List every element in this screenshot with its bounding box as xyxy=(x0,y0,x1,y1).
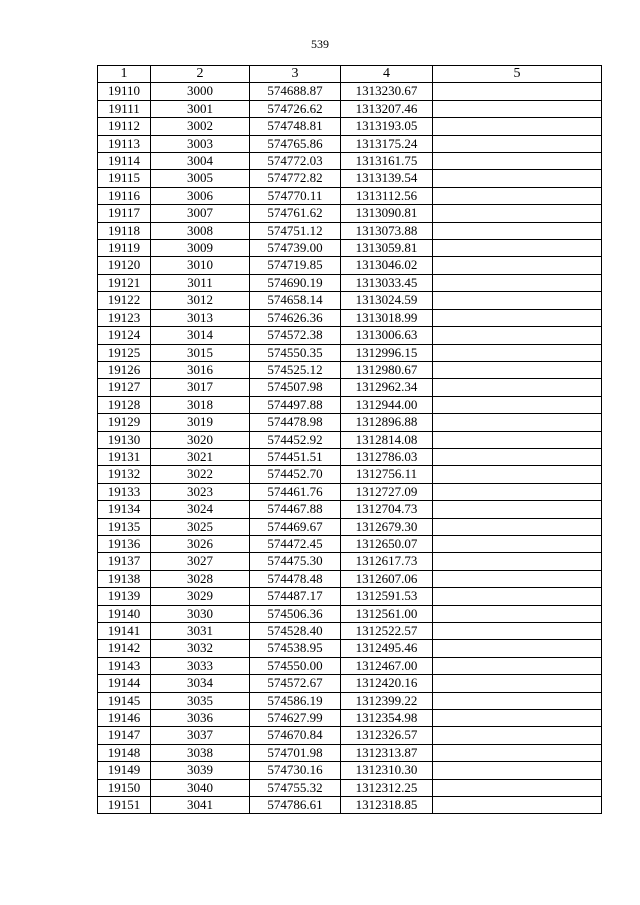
column-header-5: 5 xyxy=(433,66,602,83)
row-number-cell: 19132 xyxy=(98,466,151,483)
y-coordinate-cell: 1312617.73 xyxy=(341,553,433,570)
note-cell xyxy=(433,797,602,814)
point-number-cell: 3001 xyxy=(151,100,250,117)
table-row xyxy=(98,518,602,535)
point-number-cell: 3019 xyxy=(151,414,250,431)
point-number-cell: 3033 xyxy=(151,657,250,674)
note-cell xyxy=(433,274,602,291)
point-number-cell: 3010 xyxy=(151,257,250,274)
y-coordinate-cell: 1312756.11 xyxy=(341,466,433,483)
note-cell xyxy=(433,396,602,413)
point-number-cell: 3017 xyxy=(151,379,250,396)
row-number-cell: 19122 xyxy=(98,292,151,309)
column-header-3: 3 xyxy=(250,66,341,83)
point-number-cell: 3032 xyxy=(151,640,250,657)
note-cell xyxy=(433,118,602,135)
y-coordinate-cell: 1312944.00 xyxy=(341,396,433,413)
row-number-cell: 19134 xyxy=(98,501,151,518)
column-header-4: 4 xyxy=(341,66,433,83)
note-cell xyxy=(433,309,602,326)
row-number-cell: 19138 xyxy=(98,570,151,587)
note-cell xyxy=(433,605,602,622)
x-coordinate-cell: 574507.98 xyxy=(250,379,341,396)
y-coordinate-cell: 1312607.06 xyxy=(341,570,433,587)
table-row xyxy=(98,466,602,483)
point-number-cell: 3041 xyxy=(151,797,250,814)
point-number-cell: 3025 xyxy=(151,518,250,535)
row-number-cell: 19133 xyxy=(98,483,151,500)
table-row xyxy=(98,762,602,779)
x-coordinate-cell: 574761.62 xyxy=(250,205,341,222)
y-coordinate-cell: 1312467.00 xyxy=(341,657,433,674)
row-number-cell: 19137 xyxy=(98,553,151,570)
table-row xyxy=(98,501,602,518)
table-row xyxy=(98,257,602,274)
row-number-cell: 19146 xyxy=(98,710,151,727)
table-row xyxy=(98,710,602,727)
x-coordinate-cell: 574688.87 xyxy=(250,83,341,100)
y-coordinate-cell: 1313024.59 xyxy=(341,292,433,309)
note-cell xyxy=(433,483,602,500)
y-coordinate-cell: 1312318.85 xyxy=(341,797,433,814)
point-number-cell: 3005 xyxy=(151,170,250,187)
table-row xyxy=(98,727,602,744)
point-number-cell: 3018 xyxy=(151,396,250,413)
point-number-cell: 3036 xyxy=(151,710,250,727)
table-row xyxy=(98,274,602,291)
table-row xyxy=(98,379,602,396)
row-number-cell: 19135 xyxy=(98,518,151,535)
point-number-cell: 3035 xyxy=(151,692,250,709)
row-number-cell: 19115 xyxy=(98,170,151,187)
table-row xyxy=(98,779,602,796)
point-number-cell: 3016 xyxy=(151,361,250,378)
table-row xyxy=(98,692,602,709)
note-cell xyxy=(433,327,602,344)
x-coordinate-cell: 574478.98 xyxy=(250,414,341,431)
x-coordinate-cell: 574701.98 xyxy=(250,744,341,761)
x-coordinate-cell: 574469.67 xyxy=(250,518,341,535)
y-coordinate-cell: 1312704.73 xyxy=(341,501,433,518)
note-cell xyxy=(433,623,602,640)
y-coordinate-cell: 1313175.24 xyxy=(341,135,433,152)
x-coordinate-cell: 574726.62 xyxy=(250,100,341,117)
x-coordinate-cell: 574472.45 xyxy=(250,535,341,552)
table-row xyxy=(98,344,602,361)
point-number-cell: 3029 xyxy=(151,588,250,605)
y-coordinate-cell: 1312326.57 xyxy=(341,727,433,744)
note-cell xyxy=(433,640,602,657)
row-number-cell: 19127 xyxy=(98,379,151,396)
row-number-cell: 19119 xyxy=(98,240,151,257)
note-cell xyxy=(433,379,602,396)
row-number-cell: 19125 xyxy=(98,344,151,361)
x-coordinate-cell: 574572.67 xyxy=(250,675,341,692)
y-coordinate-cell: 1312399.22 xyxy=(341,692,433,709)
y-coordinate-cell: 1313161.75 xyxy=(341,153,433,170)
x-coordinate-cell: 574528.40 xyxy=(250,623,341,640)
row-number-cell: 19116 xyxy=(98,187,151,204)
table-row xyxy=(98,431,602,448)
y-coordinate-cell: 1313139.54 xyxy=(341,170,433,187)
row-number-cell: 19148 xyxy=(98,744,151,761)
y-coordinate-cell: 1312727.09 xyxy=(341,483,433,500)
x-coordinate-cell: 574478.48 xyxy=(250,570,341,587)
x-coordinate-cell: 574670.84 xyxy=(250,727,341,744)
note-cell xyxy=(433,414,602,431)
table-row xyxy=(98,327,602,344)
row-number-cell: 19131 xyxy=(98,448,151,465)
y-coordinate-cell: 1313033.45 xyxy=(341,274,433,291)
table-row xyxy=(98,657,602,674)
row-number-cell: 19130 xyxy=(98,431,151,448)
x-coordinate-cell: 574626.36 xyxy=(250,309,341,326)
row-number-cell: 19140 xyxy=(98,605,151,622)
x-coordinate-cell: 574627.99 xyxy=(250,710,341,727)
note-cell xyxy=(433,135,602,152)
y-coordinate-cell: 1313193.05 xyxy=(341,118,433,135)
note-cell xyxy=(433,83,602,100)
table-row xyxy=(98,675,602,692)
row-number-cell: 19141 xyxy=(98,623,151,640)
table-body xyxy=(98,83,602,814)
note-cell xyxy=(433,466,602,483)
table-header-row xyxy=(98,66,602,83)
x-coordinate-cell: 574719.85 xyxy=(250,257,341,274)
y-coordinate-cell: 1312896.88 xyxy=(341,414,433,431)
table-row xyxy=(98,240,602,257)
point-number-cell: 3004 xyxy=(151,153,250,170)
row-number-cell: 19151 xyxy=(98,797,151,814)
x-coordinate-cell: 574538.95 xyxy=(250,640,341,657)
y-coordinate-cell: 1312679.30 xyxy=(341,518,433,535)
row-number-cell: 19150 xyxy=(98,779,151,796)
note-cell xyxy=(433,692,602,709)
note-cell xyxy=(433,100,602,117)
point-number-cell: 3039 xyxy=(151,762,250,779)
x-coordinate-cell: 574506.36 xyxy=(250,605,341,622)
table-row xyxy=(98,570,602,587)
table-row xyxy=(98,83,602,100)
x-coordinate-cell: 574572.38 xyxy=(250,327,341,344)
note-cell xyxy=(433,170,602,187)
row-number-cell: 19118 xyxy=(98,222,151,239)
point-number-cell: 3008 xyxy=(151,222,250,239)
point-number-cell: 3030 xyxy=(151,605,250,622)
y-coordinate-cell: 1312650.07 xyxy=(341,535,433,552)
note-cell xyxy=(433,570,602,587)
y-coordinate-cell: 1312980.67 xyxy=(341,361,433,378)
y-coordinate-cell: 1313090.81 xyxy=(341,205,433,222)
x-coordinate-cell: 574772.82 xyxy=(250,170,341,187)
row-number-cell: 19128 xyxy=(98,396,151,413)
table-row xyxy=(98,744,602,761)
x-coordinate-cell: 574550.35 xyxy=(250,344,341,361)
point-number-cell: 3034 xyxy=(151,675,250,692)
table-row xyxy=(98,292,602,309)
coordinates-table xyxy=(97,65,602,814)
x-coordinate-cell: 574765.86 xyxy=(250,135,341,152)
point-number-cell: 3003 xyxy=(151,135,250,152)
table-row xyxy=(98,222,602,239)
table-row xyxy=(98,640,602,657)
note-cell xyxy=(433,779,602,796)
point-number-cell: 3012 xyxy=(151,292,250,309)
row-number-cell: 19110 xyxy=(98,83,151,100)
point-number-cell: 3013 xyxy=(151,309,250,326)
x-coordinate-cell: 574452.70 xyxy=(250,466,341,483)
column-header-2: 2 xyxy=(151,66,250,83)
x-coordinate-cell: 574730.16 xyxy=(250,762,341,779)
y-coordinate-cell: 1312591.53 xyxy=(341,588,433,605)
row-number-cell: 19126 xyxy=(98,361,151,378)
note-cell xyxy=(433,257,602,274)
x-coordinate-cell: 574658.14 xyxy=(250,292,341,309)
x-coordinate-cell: 574475.30 xyxy=(250,553,341,570)
note-cell xyxy=(433,657,602,674)
table-row xyxy=(98,588,602,605)
row-number-cell: 19143 xyxy=(98,657,151,674)
y-coordinate-cell: 1312561.00 xyxy=(341,605,433,622)
row-number-cell: 19111 xyxy=(98,100,151,117)
point-number-cell: 3027 xyxy=(151,553,250,570)
x-coordinate-cell: 574751.12 xyxy=(250,222,341,239)
y-coordinate-cell: 1312420.16 xyxy=(341,675,433,692)
note-cell xyxy=(433,205,602,222)
point-number-cell: 3002 xyxy=(151,118,250,135)
y-coordinate-cell: 1313006.63 xyxy=(341,327,433,344)
note-cell xyxy=(433,153,602,170)
y-coordinate-cell: 1313073.88 xyxy=(341,222,433,239)
table-row xyxy=(98,170,602,187)
note-cell xyxy=(433,727,602,744)
x-coordinate-cell: 574497.88 xyxy=(250,396,341,413)
point-number-cell: 3007 xyxy=(151,205,250,222)
y-coordinate-cell: 1312996.15 xyxy=(341,344,433,361)
point-number-cell: 3026 xyxy=(151,535,250,552)
row-number-cell: 19112 xyxy=(98,118,151,135)
row-number-cell: 19139 xyxy=(98,588,151,605)
point-number-cell: 3009 xyxy=(151,240,250,257)
table-row xyxy=(98,100,602,117)
point-number-cell: 3028 xyxy=(151,570,250,587)
point-number-cell: 3015 xyxy=(151,344,250,361)
note-cell xyxy=(433,344,602,361)
point-number-cell: 3023 xyxy=(151,483,250,500)
point-number-cell: 3022 xyxy=(151,466,250,483)
x-coordinate-cell: 574786.61 xyxy=(250,797,341,814)
y-coordinate-cell: 1312310.30 xyxy=(341,762,433,779)
row-number-cell: 19114 xyxy=(98,153,151,170)
row-number-cell: 19142 xyxy=(98,640,151,657)
note-cell xyxy=(433,744,602,761)
note-cell xyxy=(433,518,602,535)
note-cell xyxy=(433,553,602,570)
point-number-cell: 3037 xyxy=(151,727,250,744)
y-coordinate-cell: 1313207.46 xyxy=(341,100,433,117)
row-number-cell: 19124 xyxy=(98,327,151,344)
point-number-cell: 3006 xyxy=(151,187,250,204)
row-number-cell: 19136 xyxy=(98,535,151,552)
table-row xyxy=(98,483,602,500)
point-number-cell: 3021 xyxy=(151,448,250,465)
note-cell xyxy=(433,501,602,518)
table-row xyxy=(98,118,602,135)
y-coordinate-cell: 1313230.67 xyxy=(341,83,433,100)
y-coordinate-cell: 1312495.46 xyxy=(341,640,433,657)
table-row xyxy=(98,448,602,465)
table-row xyxy=(98,361,602,378)
table-row xyxy=(98,205,602,222)
y-coordinate-cell: 1313046.02 xyxy=(341,257,433,274)
x-coordinate-cell: 574748.81 xyxy=(250,118,341,135)
table-row xyxy=(98,187,602,204)
table-row xyxy=(98,553,602,570)
y-coordinate-cell: 1312962.34 xyxy=(341,379,433,396)
x-coordinate-cell: 574755.32 xyxy=(250,779,341,796)
point-number-cell: 3014 xyxy=(151,327,250,344)
y-coordinate-cell: 1312786.03 xyxy=(341,448,433,465)
note-cell xyxy=(433,710,602,727)
table-row xyxy=(98,135,602,152)
x-coordinate-cell: 574451.51 xyxy=(250,448,341,465)
y-coordinate-cell: 1313018.99 xyxy=(341,309,433,326)
table-row xyxy=(98,623,602,640)
y-coordinate-cell: 1312354.98 xyxy=(341,710,433,727)
table-row xyxy=(98,535,602,552)
table-row xyxy=(98,797,602,814)
row-number-cell: 19123 xyxy=(98,309,151,326)
row-number-cell: 19149 xyxy=(98,762,151,779)
x-coordinate-cell: 574525.12 xyxy=(250,361,341,378)
note-cell xyxy=(433,361,602,378)
x-coordinate-cell: 574770.11 xyxy=(250,187,341,204)
x-coordinate-cell: 574550.00 xyxy=(250,657,341,674)
note-cell xyxy=(433,675,602,692)
point-number-cell: 3040 xyxy=(151,779,250,796)
x-coordinate-cell: 574452.92 xyxy=(250,431,341,448)
table-row xyxy=(98,396,602,413)
table-row xyxy=(98,605,602,622)
note-cell xyxy=(433,292,602,309)
note-cell xyxy=(433,588,602,605)
point-number-cell: 3011 xyxy=(151,274,250,291)
note-cell xyxy=(433,240,602,257)
y-coordinate-cell: 1312312.25 xyxy=(341,779,433,796)
row-number-cell: 19121 xyxy=(98,274,151,291)
row-number-cell: 19129 xyxy=(98,414,151,431)
x-coordinate-cell: 574467.88 xyxy=(250,501,341,518)
point-number-cell: 3000 xyxy=(151,83,250,100)
point-number-cell: 3031 xyxy=(151,623,250,640)
x-coordinate-cell: 574586.19 xyxy=(250,692,341,709)
note-cell xyxy=(433,187,602,204)
row-number-cell: 19117 xyxy=(98,205,151,222)
note-cell xyxy=(433,762,602,779)
row-number-cell: 19144 xyxy=(98,675,151,692)
point-number-cell: 3024 xyxy=(151,501,250,518)
point-number-cell: 3038 xyxy=(151,744,250,761)
page-number: 539 xyxy=(311,37,329,51)
y-coordinate-cell: 1312313.87 xyxy=(341,744,433,761)
row-number-cell: 19120 xyxy=(98,257,151,274)
y-coordinate-cell: 1313059.81 xyxy=(341,240,433,257)
x-coordinate-cell: 574739.00 xyxy=(250,240,341,257)
note-cell xyxy=(433,431,602,448)
note-cell xyxy=(433,535,602,552)
point-number-cell: 3020 xyxy=(151,431,250,448)
row-number-cell: 19147 xyxy=(98,727,151,744)
table-row xyxy=(98,414,602,431)
x-coordinate-cell: 574487.17 xyxy=(250,588,341,605)
y-coordinate-cell: 1312522.57 xyxy=(341,623,433,640)
note-cell xyxy=(433,222,602,239)
row-number-cell: 19113 xyxy=(98,135,151,152)
x-coordinate-cell: 574461.76 xyxy=(250,483,341,500)
table-row xyxy=(98,309,602,326)
x-coordinate-cell: 574690.19 xyxy=(250,274,341,291)
y-coordinate-cell: 1312814.08 xyxy=(341,431,433,448)
x-coordinate-cell: 574772.03 xyxy=(250,153,341,170)
row-number-cell: 19145 xyxy=(98,692,151,709)
note-cell xyxy=(433,448,602,465)
column-header-1: 1 xyxy=(98,66,151,83)
y-coordinate-cell: 1313112.56 xyxy=(341,187,433,204)
table-row xyxy=(98,153,602,170)
